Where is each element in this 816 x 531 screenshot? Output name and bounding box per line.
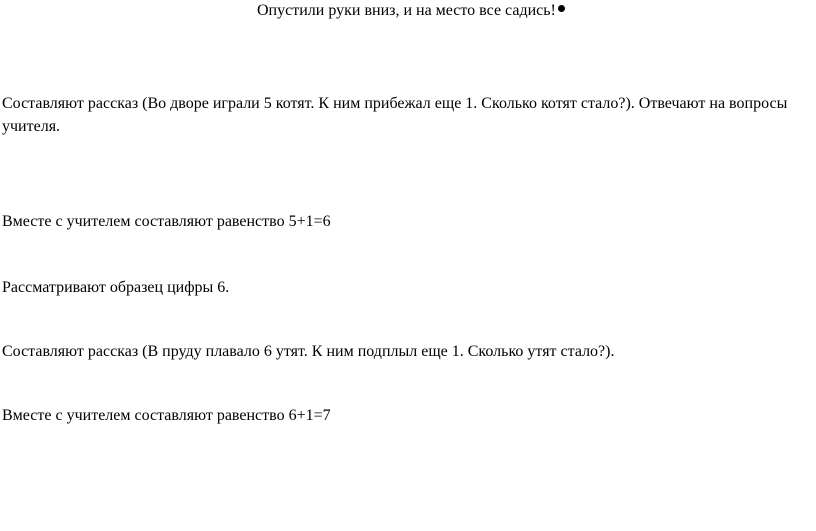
paragraph-story-kittens-continued: учителя.	[2, 118, 61, 135]
title-text: Опустили руки вниз, и на место все садись!	[257, 2, 556, 19]
paragraph-equality-5-plus-1: Вместе с учителем составляют равенство 5+1=6	[2, 213, 331, 230]
bullet-icon	[558, 5, 565, 12]
paragraph-story-ducklings: Составляют рассказ (В пруду плавало 6 утят. К ним подплыл еще 1. Сколько утят стало?).	[2, 343, 615, 360]
paragraph-story-kittens: Составляют рассказ (Во дворе играли 5 котят. К ним прибежал еще 1. Сколько котят стало?). Отвечают на вопросы	[2, 95, 788, 112]
paragraph-digit-sample: Рассматривают образец цифры 6.	[2, 279, 230, 296]
document-title	[257, 1, 565, 21]
paragraph-equality-6-plus-1: Вместе с учителем составляют равенство 6+1=7	[2, 407, 331, 424]
